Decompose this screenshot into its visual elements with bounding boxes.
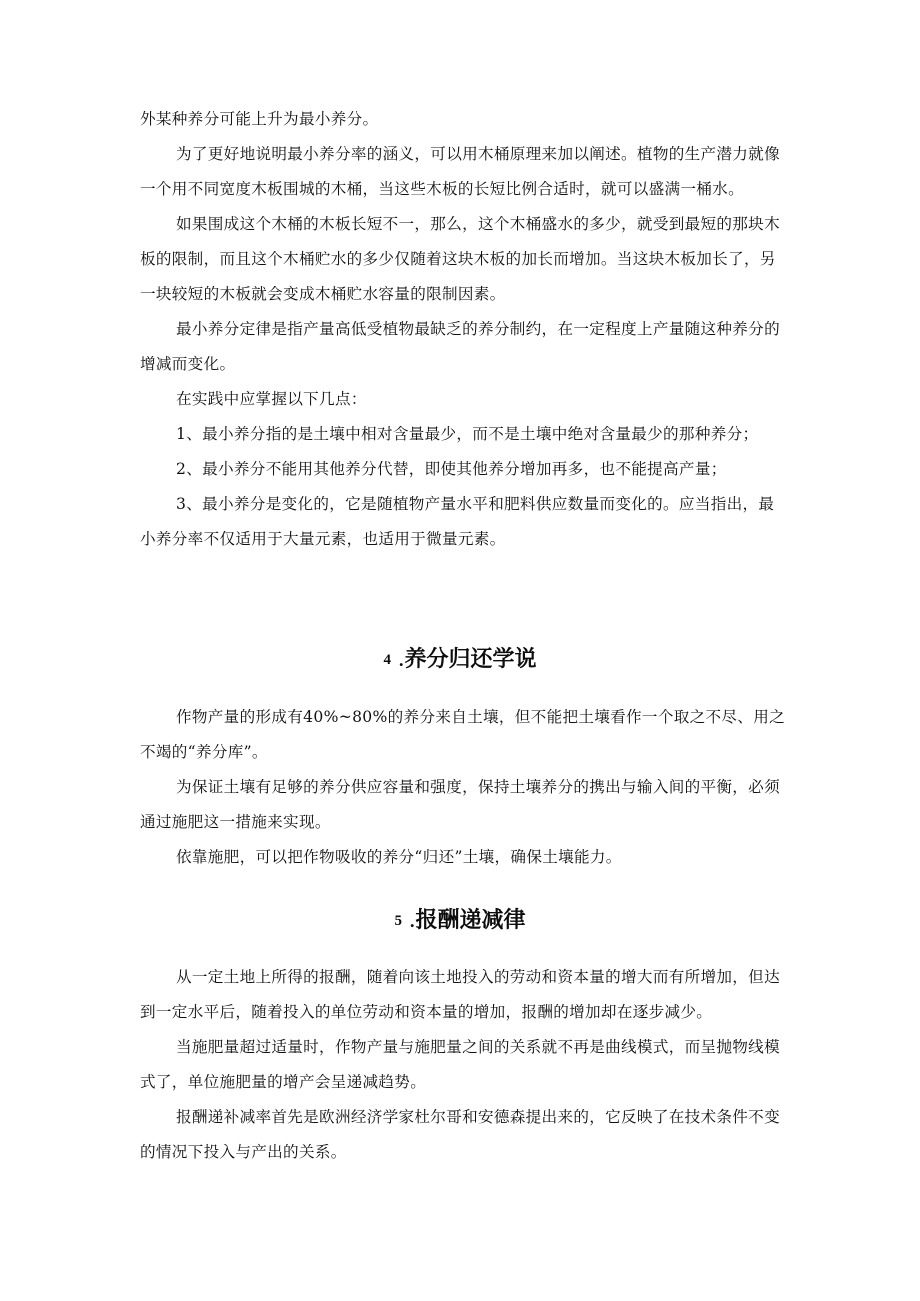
section-5-text-block [140, 960, 790, 1170]
section-dot: . [409, 911, 415, 931]
section-5-heading [0, 905, 920, 937]
section-4-text-block [140, 700, 790, 875]
section-dot: . [398, 650, 404, 670]
section-title: 养分归还学说 [404, 647, 537, 672]
paragraph: 为保证土壤有足够的养分供应容量和强度，保持土壤养分的携出与输入间的平衡，必须通过施肥这一措施来实现。 [140, 778, 780, 831]
paragraph: 报酬递补减率首先是欧洲经济学家杜尔哥和安德森提出来的，它反映了在技术条件不变的情况下投入与产出的关系。 [140, 1108, 780, 1161]
paragraph: 如果围成这个木桶的木板长短不一，那么，这个木桶盛水的多少，就受到最短的那块木板的限制，而且这个木桶贮水的多少仅随着这块木板的加长而增加。当这块木板加长了，另一块较短的木板就会变成木桶贮水容量的限制因素。 [140, 215, 780, 303]
paragraph: 从一定土地上所得的报酬，随着向该土地投入的劳动和资本量的增大而有所增加，但达到一定水平后，随着投入的单位劳动和资本量的增加，报酬的增加却在逐步减少。 [140, 968, 780, 1021]
section-4-heading [0, 644, 920, 676]
paragraph: 当施肥量超过适量时，作物产量与施肥量之间的关系就不再是曲线模式，而呈抛物线模式了，单位施肥量的增产会呈递减趋势。 [140, 1038, 780, 1091]
list-item: 3、最小养分是变化的，它是随植物产量水平和肥料供应数量而变化的。应当指出，最小养分率不仅适用于大量元素，也适用于微量元素。 [140, 495, 775, 548]
paragraph: 为了更好地说明最小养分率的涵义，可以用木桶原理来加以阐述。植物的生产潜力就像一个用不同宽度木板围城的木桶，当这些木板的长短比例合适时，就可以盛满一桶水。 [140, 145, 780, 198]
paragraph: 外某种养分可能上升为最小养分。 [140, 110, 379, 128]
section-title: 报酬递减律 [415, 908, 526, 933]
list-item: 1、最小养分指的是土壤中相对含量最少，而不是土壤中绝对含量最少的那种养分； [176, 425, 759, 443]
paragraph: 依靠施肥，可以把作物吸收的养分“归还”土壤，确保土壤能力。 [176, 848, 622, 866]
list-item: 2、最小养分不能用其他养分代替，即使其他养分增加再多，也不能提高产量； [176, 460, 727, 478]
paragraph: 最小养分定律是指产量高低受植物最缺乏的养分制约，在一定程度上产量随这种养分的增减而变化。 [140, 320, 780, 373]
paragraph: 作物产量的形成有40%~80%的养分来自土壤，但不能把土壤看作一个取之不尽、用之不竭的“养分库”。 [140, 708, 785, 761]
paragraph: 在实践中应掌握以下几点： [176, 390, 367, 408]
intro-text-block [140, 102, 790, 557]
section-number: 5 [394, 913, 402, 929]
section-number: 4 [383, 652, 391, 668]
